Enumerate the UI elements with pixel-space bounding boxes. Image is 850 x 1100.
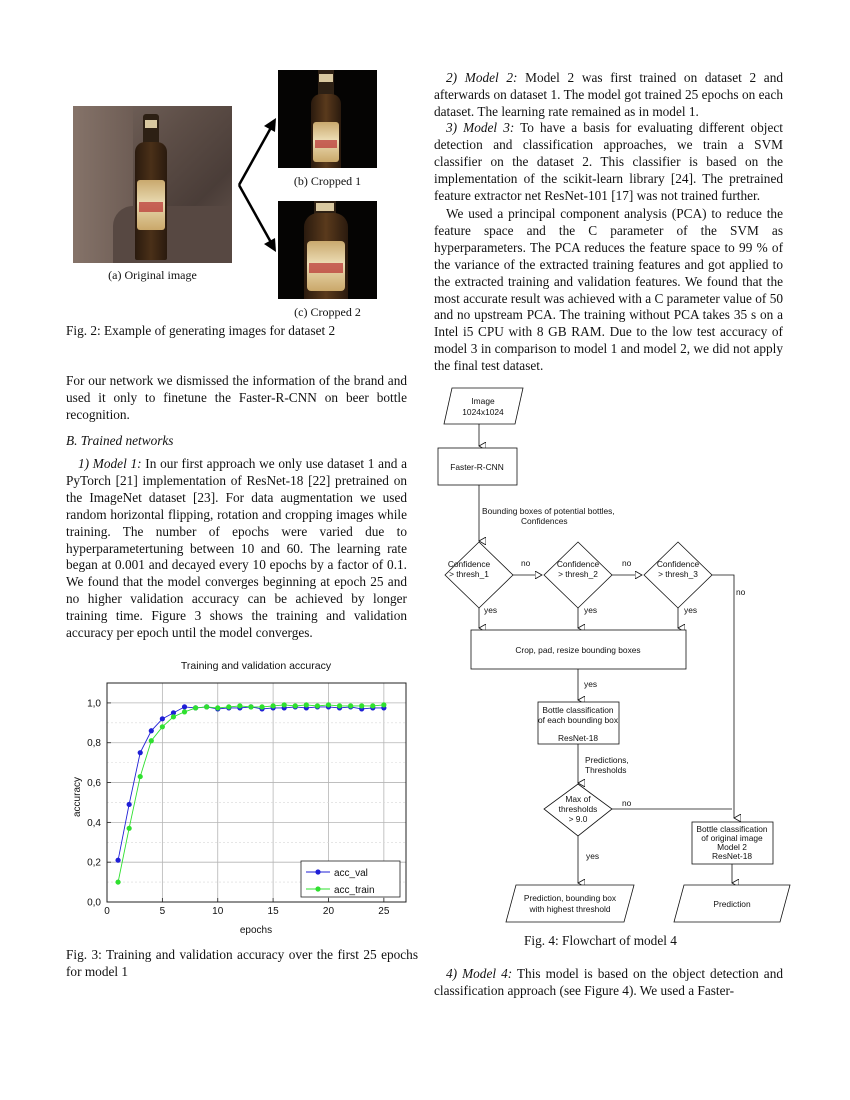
point-acc-val: [160, 716, 165, 721]
out-1-line-1: Prediction, bounding box: [523, 893, 617, 903]
paragraph-model-3: [434, 120, 783, 205]
paragraph-intro: For our network we dismissed the information of the brand and used it only to finetune the Faster-R-CNN on beer bottle recognition.: [66, 373, 407, 422]
point-acc-train: [326, 702, 331, 707]
point-acc-train: [204, 704, 209, 709]
bbox-label-2: Confidences: [521, 516, 568, 526]
no-label-3: no: [736, 587, 746, 597]
chart-legend: [301, 861, 400, 897]
orig-cls-line-2: of original image: [701, 833, 763, 843]
orig-cls-line-3: Model 2: [717, 842, 747, 852]
max-line-1: Max of: [565, 794, 591, 804]
bottle-cls-line-2: of each bounding box: [537, 715, 619, 725]
max-line-2: thresholds: [558, 804, 598, 814]
fig4-caption: Fig. 4: Flowchart of model 4: [524, 933, 677, 948]
cropped-1-photo: [278, 70, 377, 168]
chart-title: Training and validation accuracy: [180, 660, 332, 672]
fig3-caption: Fig. 3: Training and validation accuracy over the first 25 epochs for model 1: [66, 947, 418, 979]
fig2-arrows: [236, 110, 280, 260]
paragraph-model-2: [434, 70, 783, 121]
point-acc-train: [138, 774, 143, 779]
out-2-label: Prediction: [713, 899, 751, 909]
y-tick-label: 0,8: [87, 738, 101, 750]
conf-1-line-2: > thresh_1: [449, 569, 489, 579]
y-tick-label: 0,2: [87, 857, 101, 869]
model-4-flowchart: [434, 380, 794, 935]
point-acc-train: [348, 703, 353, 708]
point-acc-train: [160, 724, 165, 729]
point-acc-train: [282, 702, 287, 707]
point-acc-train: [127, 826, 132, 831]
conf-2-line-1: Confidence: [556, 559, 600, 569]
pred-line-1: Predictions,: [585, 755, 629, 765]
x-axis-label: epochs: [239, 925, 273, 936]
input-line-2: 1024x1024: [462, 407, 504, 417]
conf-3-line-1: Confidence: [656, 559, 700, 569]
subcaption-a: (a) Original image: [108, 268, 197, 282]
point-acc-train: [293, 703, 298, 708]
paragraph-model-4: [434, 966, 783, 1000]
point-acc-train: [226, 704, 231, 709]
faster-rcnn-label: Faster-R-CNN: [450, 462, 504, 472]
fig2-caption: Fig. 2: Example of generating images for dataset 2: [66, 323, 336, 338]
point-acc-train: [182, 709, 187, 714]
subcaption-b: (b) Cropped 1: [293, 174, 362, 188]
conf-3-line-2: > thresh_3: [658, 569, 698, 579]
conf-2-line-2: > thresh_2: [558, 569, 598, 579]
point-acc-train: [271, 703, 276, 708]
yes-label-1: yes: [484, 605, 498, 615]
x-tick-label: 0: [104, 906, 110, 917]
input-image-node: [444, 388, 523, 424]
x-tick-label: 5: [159, 906, 166, 917]
x-tick-label: 20: [322, 906, 335, 917]
paragraph-model-1: [66, 456, 407, 642]
model-4-label: 4) Model 4:: [446, 966, 513, 981]
bottle-cls-line-3: ResNet-18: [557, 733, 599, 743]
point-acc-train: [304, 702, 309, 707]
model-1-label: 1) Model 1:: [78, 456, 142, 471]
model-3-text: To have a basis for evaluating different object detection and classification approaches, we train a SVM classifier on the dataset 2. This classifier is based on the implementation of the scikit-learn library [24]. The pretrained feature extractor net ResNet-101 [17] was not trained further.: [434, 120, 783, 203]
point-acc-train: [370, 703, 375, 708]
point-acc-train: [193, 705, 198, 710]
section-heading-b: B. Trained networks: [66, 433, 174, 448]
paragraph-pca: We used a principal component analysis (PCA) to reduce the feature space and the C parameter of the SVM as hyperparameters. The PCA reduces the feature space to 99 % of the variance of the extracted training features and got applied to the extracted training and validation features. We found that the most accurate result was achieved with a C parameter value of 50 and no upstream PCA. The training without PCA takes 35 s on a Intel i5 CPU with 8 GB RAM. Due to the low test accuracy of model 3 in comparison to model 1 and model 2, we did not apply the final test dataset.: [434, 206, 783, 374]
point-acc-train: [248, 704, 253, 709]
model-4-text: This model is based on the object detection and classification approach (see Figure 4). We used a Faster-: [434, 966, 783, 998]
pred-line-2: Thresholds: [585, 765, 627, 775]
point-acc-train: [381, 702, 386, 707]
point-acc-train: [259, 704, 264, 709]
point-acc-val: [149, 728, 154, 733]
subcaption-c: (c) Cropped 2: [294, 305, 361, 319]
legend-acc-val: acc_val: [334, 868, 368, 879]
bottle-cls-line-1: Bottle classification: [542, 705, 614, 715]
point-acc-train: [149, 738, 154, 743]
legend-acc-train: acc_train: [334, 885, 375, 896]
yes-label-2: yes: [584, 605, 598, 615]
point-acc-val: [115, 858, 120, 863]
yes-label-4: yes: [584, 679, 598, 689]
point-acc-train: [171, 714, 176, 719]
crop-label: Crop, pad, resize bounding boxes: [515, 645, 641, 655]
model-2-label: 2) Model 2:: [446, 70, 518, 85]
yes-label-3: yes: [684, 605, 698, 615]
point-acc-train: [315, 703, 320, 708]
y-tick-label: 0,0: [87, 897, 101, 909]
accuracy-chart: [66, 655, 411, 940]
series-line-acc-val: [118, 707, 384, 860]
original-bottle-photo: [73, 106, 232, 263]
point-acc-val: [182, 704, 187, 709]
point-acc-train: [337, 703, 342, 708]
point-acc-val: [127, 802, 132, 807]
point-acc-val: [138, 750, 143, 755]
yes-label-5: yes: [586, 851, 600, 861]
point-acc-train: [215, 705, 220, 710]
orig-cls-line-1: Bottle classification: [696, 824, 768, 834]
model-1-text: In our first approach we only use dataset 1 and a PyTorch [21] implementation of ResNet-18 [22] pretrained on the ImageNet dataset [23]. For data augmentation we used random horizontal flipping, rotation and cropping images while training. The number of epochs were varied due to hyperparametertuning between 10 and 60. The learning rate began at 0.001 and decayed every 10 epochs by a factor of 0.1. We found that the model converges beginning at epoch 25 and no higher validation accuracy can be achieved by longer training time. Figure 3 shows the training and validation accuracy per epoch until the model converges.: [66, 456, 407, 641]
model-3-label: 3) Model 3:: [446, 120, 515, 135]
out-1-line-2: with highest threshold: [529, 904, 611, 914]
y-tick-label: 0,4: [87, 817, 101, 829]
conf-1-line-1: Confidence: [447, 559, 491, 569]
no-label-1: no: [521, 558, 531, 568]
y-tick-label: 1,0: [87, 698, 101, 710]
max-line-3: > 9.0: [568, 814, 588, 824]
x-tick-label: 25: [378, 906, 390, 917]
input-line-1: Image: [471, 396, 495, 406]
orig-cls-line-4: ResNet-18: [711, 851, 753, 861]
no-label-2: no: [622, 558, 632, 568]
bbox-label-1: Bounding boxes of potential bottles,: [482, 506, 615, 516]
point-acc-train: [115, 879, 120, 884]
cropped-2-photo: [278, 201, 377, 299]
model-2-text: Model 2 was first trained on dataset 2 and afterwards on dataset 1. The model got trained 25 epochs on each dataset. The learning rate remained as in model 1.: [434, 70, 784, 119]
x-tick-label: 10: [212, 906, 224, 917]
point-acc-train: [237, 703, 242, 708]
no-label-4: no: [622, 798, 632, 808]
point-acc-train: [359, 703, 364, 708]
y-axis-label: accuracy: [72, 776, 83, 818]
x-tick-label: 15: [267, 906, 279, 917]
y-tick-label: 0,6: [87, 778, 101, 790]
series-line-acc-train: [118, 705, 384, 882]
